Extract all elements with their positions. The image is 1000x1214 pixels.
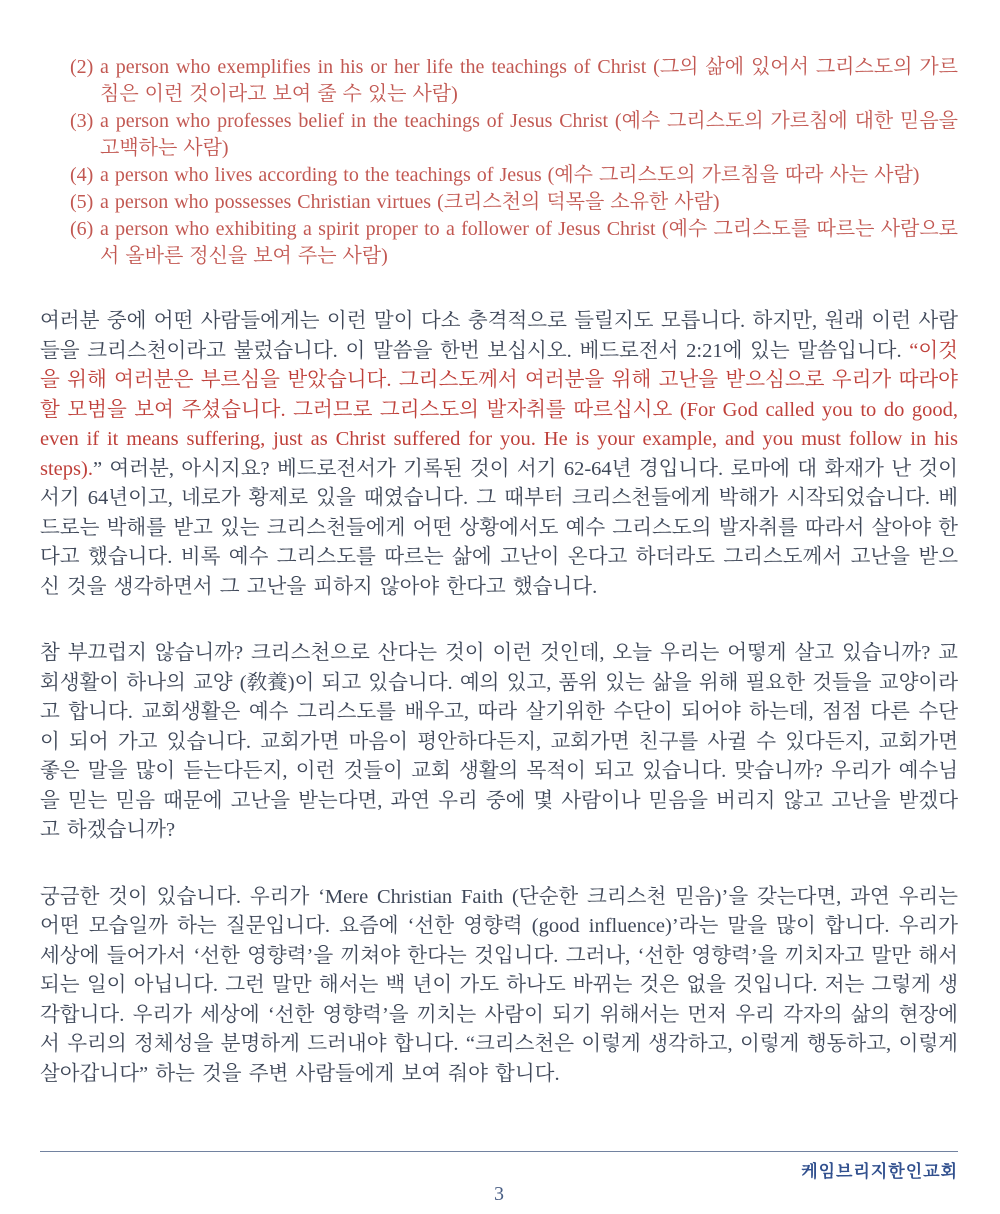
list-item-text: a person who exhibiting a spirit proper to a follower of Jesus Christ (예수 그리스도를 따르는 사람으로서 올바른 정신을 보여 주는 사람)	[100, 218, 958, 267]
paragraph-good-influence: 궁금한 것이 있습니다. 우리가 ‘Mere Christian Faith (단순한 크리스천 믿음)’을 갖는다면, 과연 우리는 어떤 모습일까 하는 질문입니다. 요즘에 ‘선한 영향력 (good influence)’라는 말을 많이 합니다. 우리가 세상에 들어가서 ‘선한 영향력’을 끼쳐야 한다는 것입니다. 그러나, ‘선한 영향력’을 끼치자고 말만 해서 되는 일이 아닙니다. 그런 말만 해서는 백 년이 가도 하나도 바뀌는 것은 없을 것입니다. 저는 그렇게 생각합니다. 우리가 세상에 ‘선한 영향력’을 끼치는 사람이 되기 위해서는 먼저 우리 각자의 삶의 현장에서 우리의 정체성을 분명하게 드러내야 합니다. “크리스천은 이렇게 생각하고, 이렇게 행동하고, 이렇게 살아갑니다” 하는 것을 주변 사람들에게 보여 줘야 합니다.	[40, 885, 958, 1085]
christian-definitions-list	[40, 54, 958, 270]
list-item-number: (3)	[70, 110, 94, 132]
paragraph-church-life: 참 부끄럽지 않습니까? 크리스천으로 산다는 것이 이런 것인데, 오늘 우리는 어떻게 살고 있습니까? 교회생활이 하나의 교양 (敎養)이 되고 있습니다. 예의 있고, 품위 있는 삶을 위해 필요한 것들을 교양이라고 합니다. 교회생활은 예수 그리스도를 배우고, 따라 살기위한 수단이 되어야 하는데, 점점 다른 수단이 되어 가고 있습니다. 교회가면 마음이 평안하다든지, 교회가면 친구를 사귈 수 있다든지, 교회가면 좋은 말을 많이 듣는다든지, 이런 것들이 교회 생활의 목적이 되고 있습니다. 맞습니까? 우리가 예수님을 믿는 믿음 때문에 고난을 받는다면, 과연 우리 중에 몇 사람이나 믿음을 버리지 않고 고난을 받겠다고 하겠습니까?	[40, 642, 958, 841]
list-item-text: a person who possesses Christian virtues (크리스천의 덕목을 소유한 사람)	[100, 191, 720, 213]
document-body	[40, 54, 958, 1089]
paragraph-tail-text: ” 여러분, 아시지요? 베드로전서가 기록된 것이 서기 62-64년 경입니다. 로마에 대 화재가 난 것이 서기 64년이고, 네로가 황제로 있을 때였습니다. 그 때부터 크리스천들에게 박해가 시작되었습니다. 베드로는 박해를 받고 있는 크리스천들에게 어떤 상황에서도 예수 그리스도의 발자취를 따라서 살아야 한다고 했습니다. 비록 예수 그리스도를 따르는 삶에 고난이 온다고 하더라도 그리스도께서 고난을 받으신 것을 생각하면서 그 고난을 피하지 않아야 한다고 했습니다.	[40, 457, 958, 598]
list-item	[70, 216, 958, 270]
list-item	[70, 54, 958, 108]
list-item	[70, 189, 958, 216]
page-number: 3	[494, 1183, 504, 1205]
list-item-number: (2)	[70, 56, 94, 78]
page-footer	[40, 1151, 958, 1206]
list-item	[70, 162, 958, 189]
paragraph-peter-epistle	[40, 307, 958, 602]
list-item-text: a person who professes belief in the teachings of Jesus Christ (예수 그리스도의 가르침에 대한 믿음을 고백하는 사람)	[100, 110, 958, 159]
list-item-number: (5)	[70, 191, 94, 213]
list-item-number: (4)	[70, 164, 94, 186]
scripture-quote-text: “이것을 위해 여러분은 부르심을 받았습니다. 그리스도께서 여러분을 위해 고난을 받으심으로 우리가 따라야 할 모범을 보여 주셨습니다. 그러므로 그리스도의 발자취를 따르십시오 (For God called you to do good, even if it means suffering, just as Christ suffered for you. He is your example, and you must follow in his steps).	[40, 339, 958, 480]
list-item-number: (6)	[70, 218, 94, 240]
list-item-text: a person who exemplifies in his or her life the teachings of Christ (그의 삶에 있어서 그리스도의 가르침은 이런 것이라고 보여 줄 수 있는 사람)	[100, 56, 958, 105]
list-item-text: a person who lives according to the teachings of Jesus (예수 그리스도의 가르침을 따라 사는 사람)	[100, 164, 920, 186]
church-name: 케임브리지한인교회	[801, 1162, 958, 1181]
list-item	[70, 108, 958, 162]
paragraph-lead-text: 여러분 중에 어떤 사람들에게는 이런 말이 다소 충격적으로 들릴지도 모릅니다. 하지만, 원래 이런 사람들을 크리스천이라고 불렀습니다. 이 말씀을 한번 보십시오. 베드로전서 2:21에 있는 말씀입니다.	[40, 310, 958, 362]
